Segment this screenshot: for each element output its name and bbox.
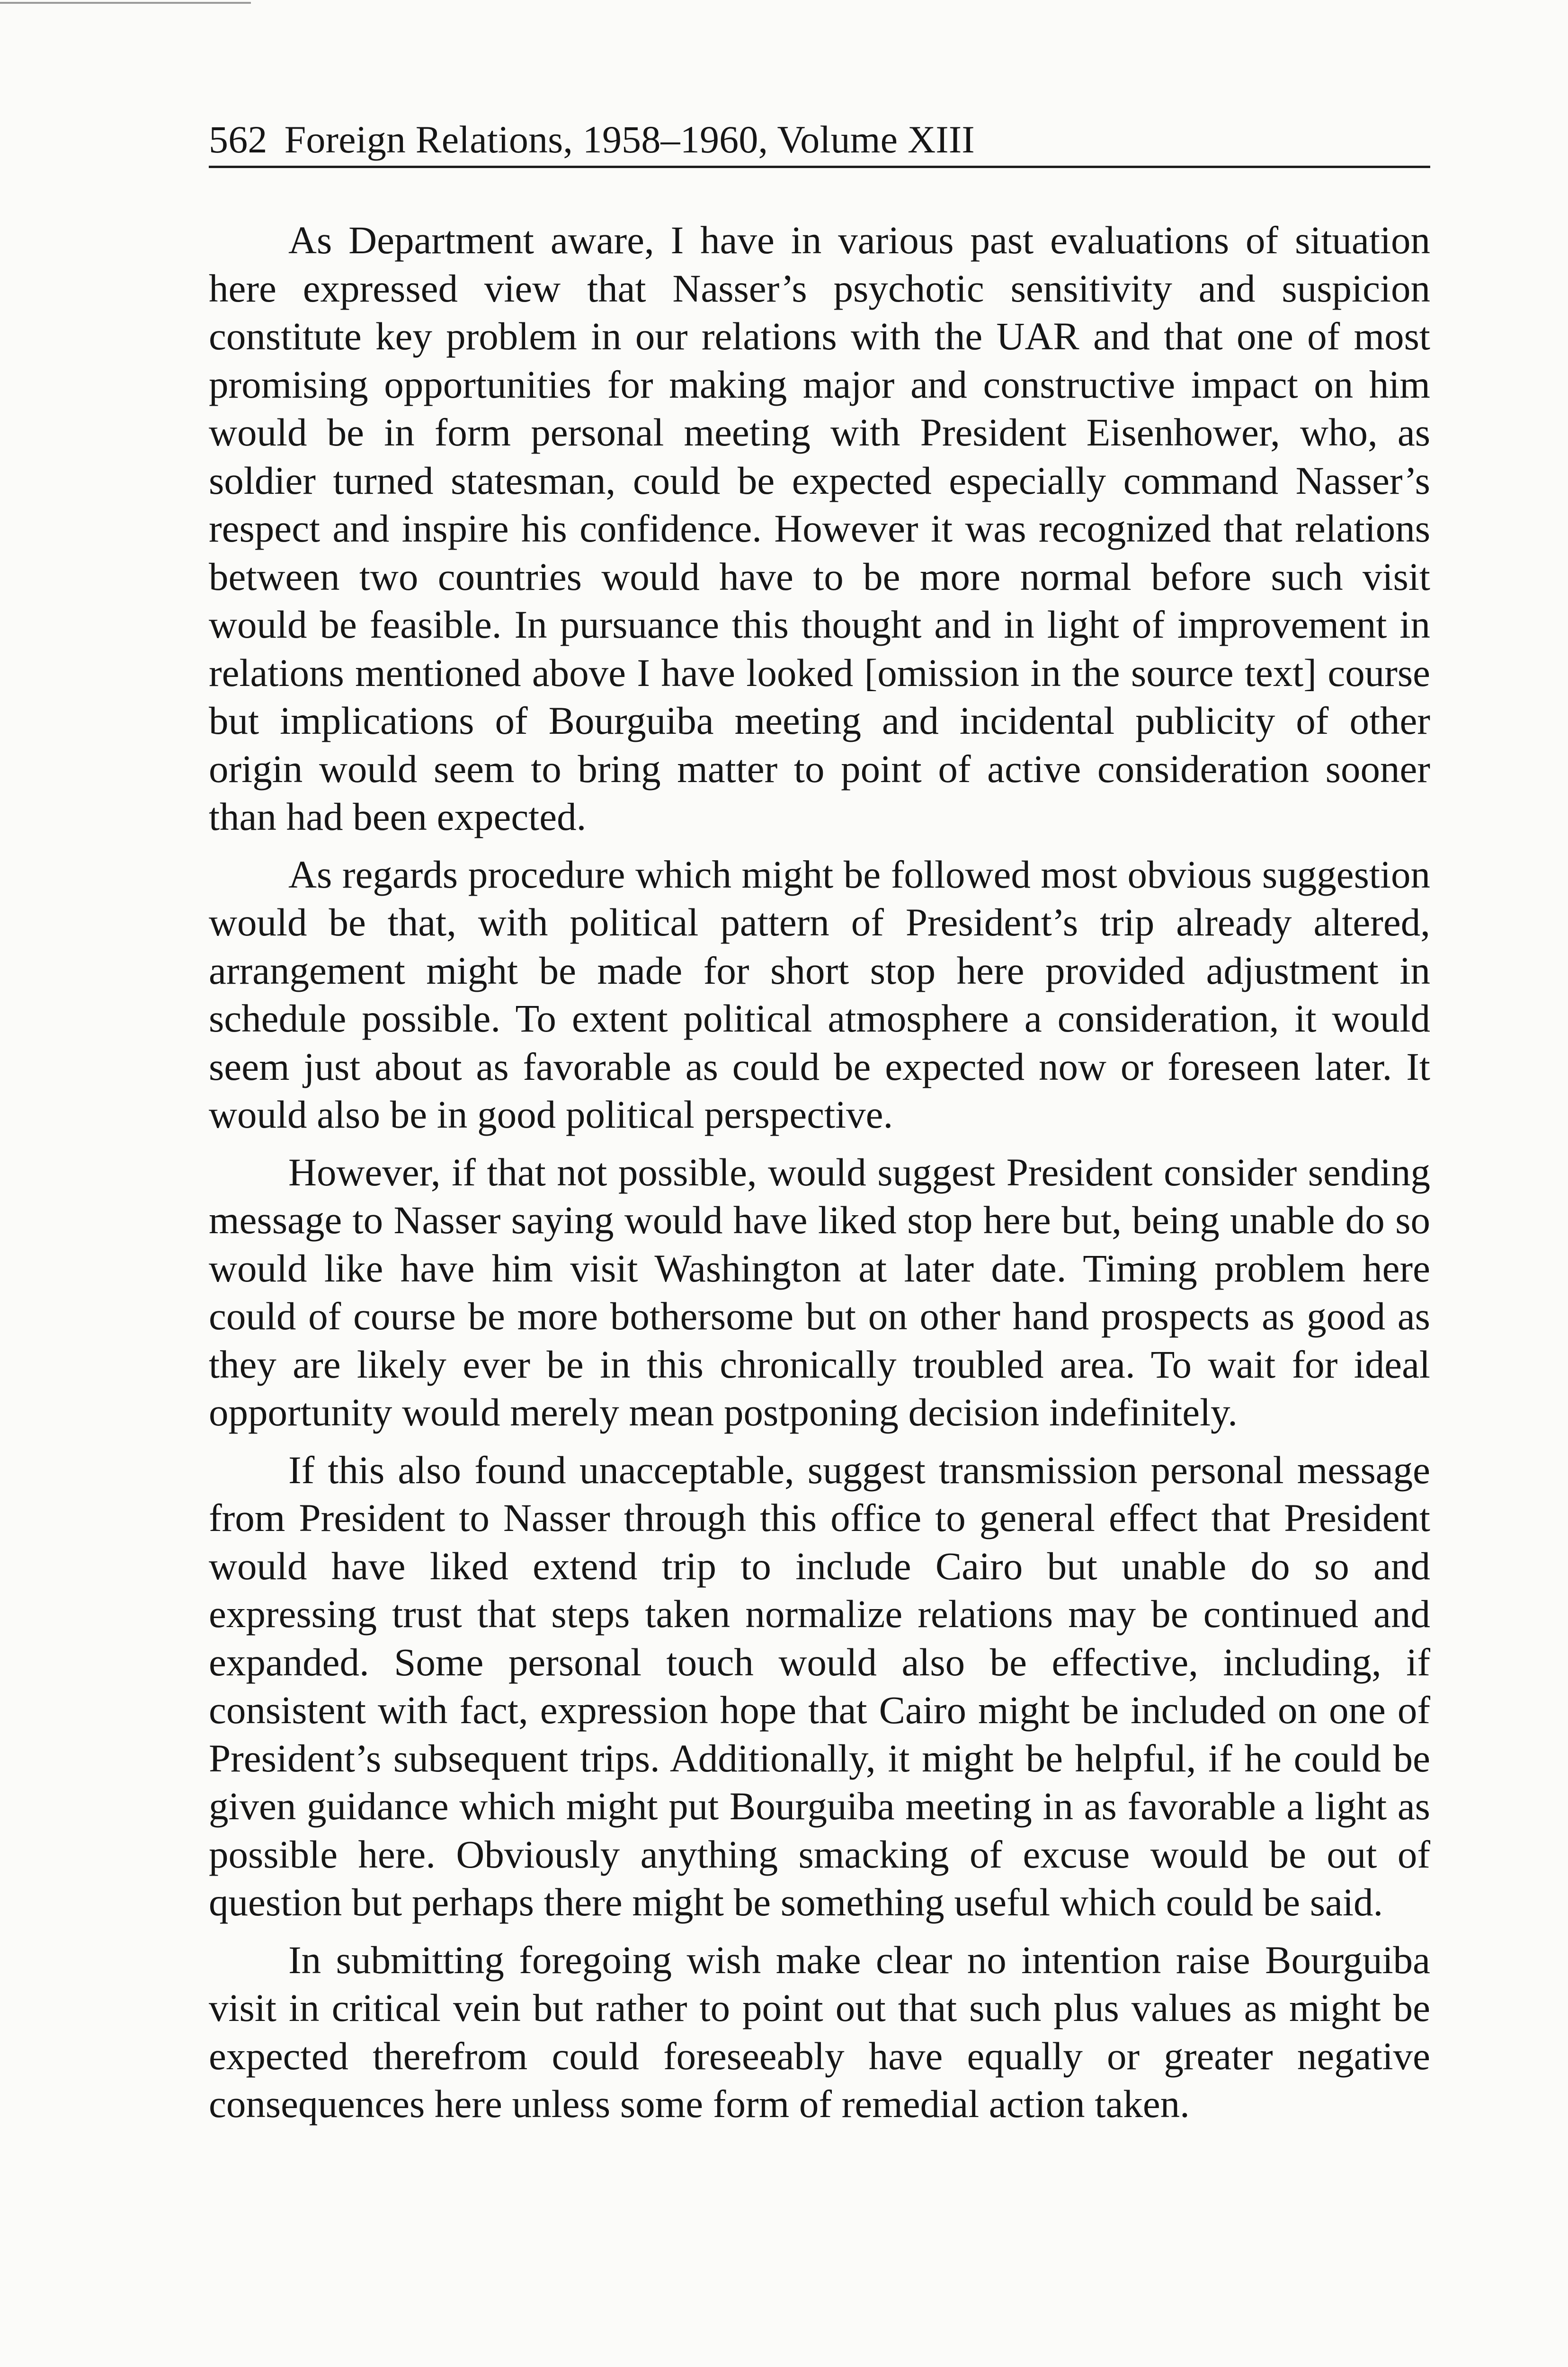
- paragraph-1: As Department aware, I have in various past evaluations of situation here expressed view that Nasser’s psychotic sensitivity and suspicion constitute key problem in our relations with the UAR and that one of most promising opportunities for making major and constructive impact on him would be in form personal meeting with President Eisenhower, who, as soldier turned statesman, could be expected especially command Nasser’s respect and inspire his confidence. However it was recognized that relations between two countries would have to be more normal before such visit would be feasible. In pursuance this thought and in light of improvement in relations mentioned above I have looked [omission in the source text] course but implications of Bourguiba meeting and incidental publicity of other origin would seem to bring matter to point of active consideration sooner than had been expected.: [209, 218, 1430, 838]
- running-header: [209, 118, 1430, 164]
- scan-edge-line: [0, 2, 251, 4]
- body-text: [209, 216, 1430, 2128]
- page-number: 562: [209, 118, 267, 161]
- paragraph-2: As regards procedure which might be followed most obvious suggestion would be that, with political pattern of President’s trip already altered, arrangement might be made for short stop here provided adjustment in schedule possible. To extent political atmosphere a consideration, it would seem just about as favorable as could be expected now or foreseen later. It would also be in good political perspective.: [209, 852, 1430, 1136]
- document-page: [209, 118, 1430, 2138]
- paragraph-4: If this also found unacceptable, suggest transmission personal message from President to Nasser through this office to general effect that President would have liked extend trip to include Cairo but unable do so and expressing trust that steps taken normalize relations may be continued and expanded. Some personal touch would also be effective, including, if consistent with fact, expression hope that Cairo might be included on one of President’s subsequent trips. Additionally, it might be helpful, if he could be given guidance which might put Bourguiba meeting in as favorable a light as possible here. Obviously anything smacking of excuse would be out of question but perhaps there might be something useful which could be said.: [209, 1448, 1430, 1924]
- header-rule: [209, 166, 1430, 168]
- paragraph-3: However, if that not possible, would suggest President consider sending message to Nasser saying would have liked stop here but, being unable do so would like have him visit Washington at later date. Timing problem here could of course be more bothersome but on other hand prospects as good as they are likely ever be in this chronically troubled area. To wait for ideal opportunity would merely mean postponing decision indefinitely.: [209, 1150, 1430, 1434]
- paragraph-5: In submitting foregoing wish make clear no intention raise Bourguiba visit in critical vein but rather to point out that such plus values as might be expected therefrom could foreseeably have equally or greater negative consequences here unless some form of remedial action taken.: [209, 1938, 1430, 2126]
- volume-title: Foreign Relations, 1958–1960, Volume XIII: [284, 118, 975, 161]
